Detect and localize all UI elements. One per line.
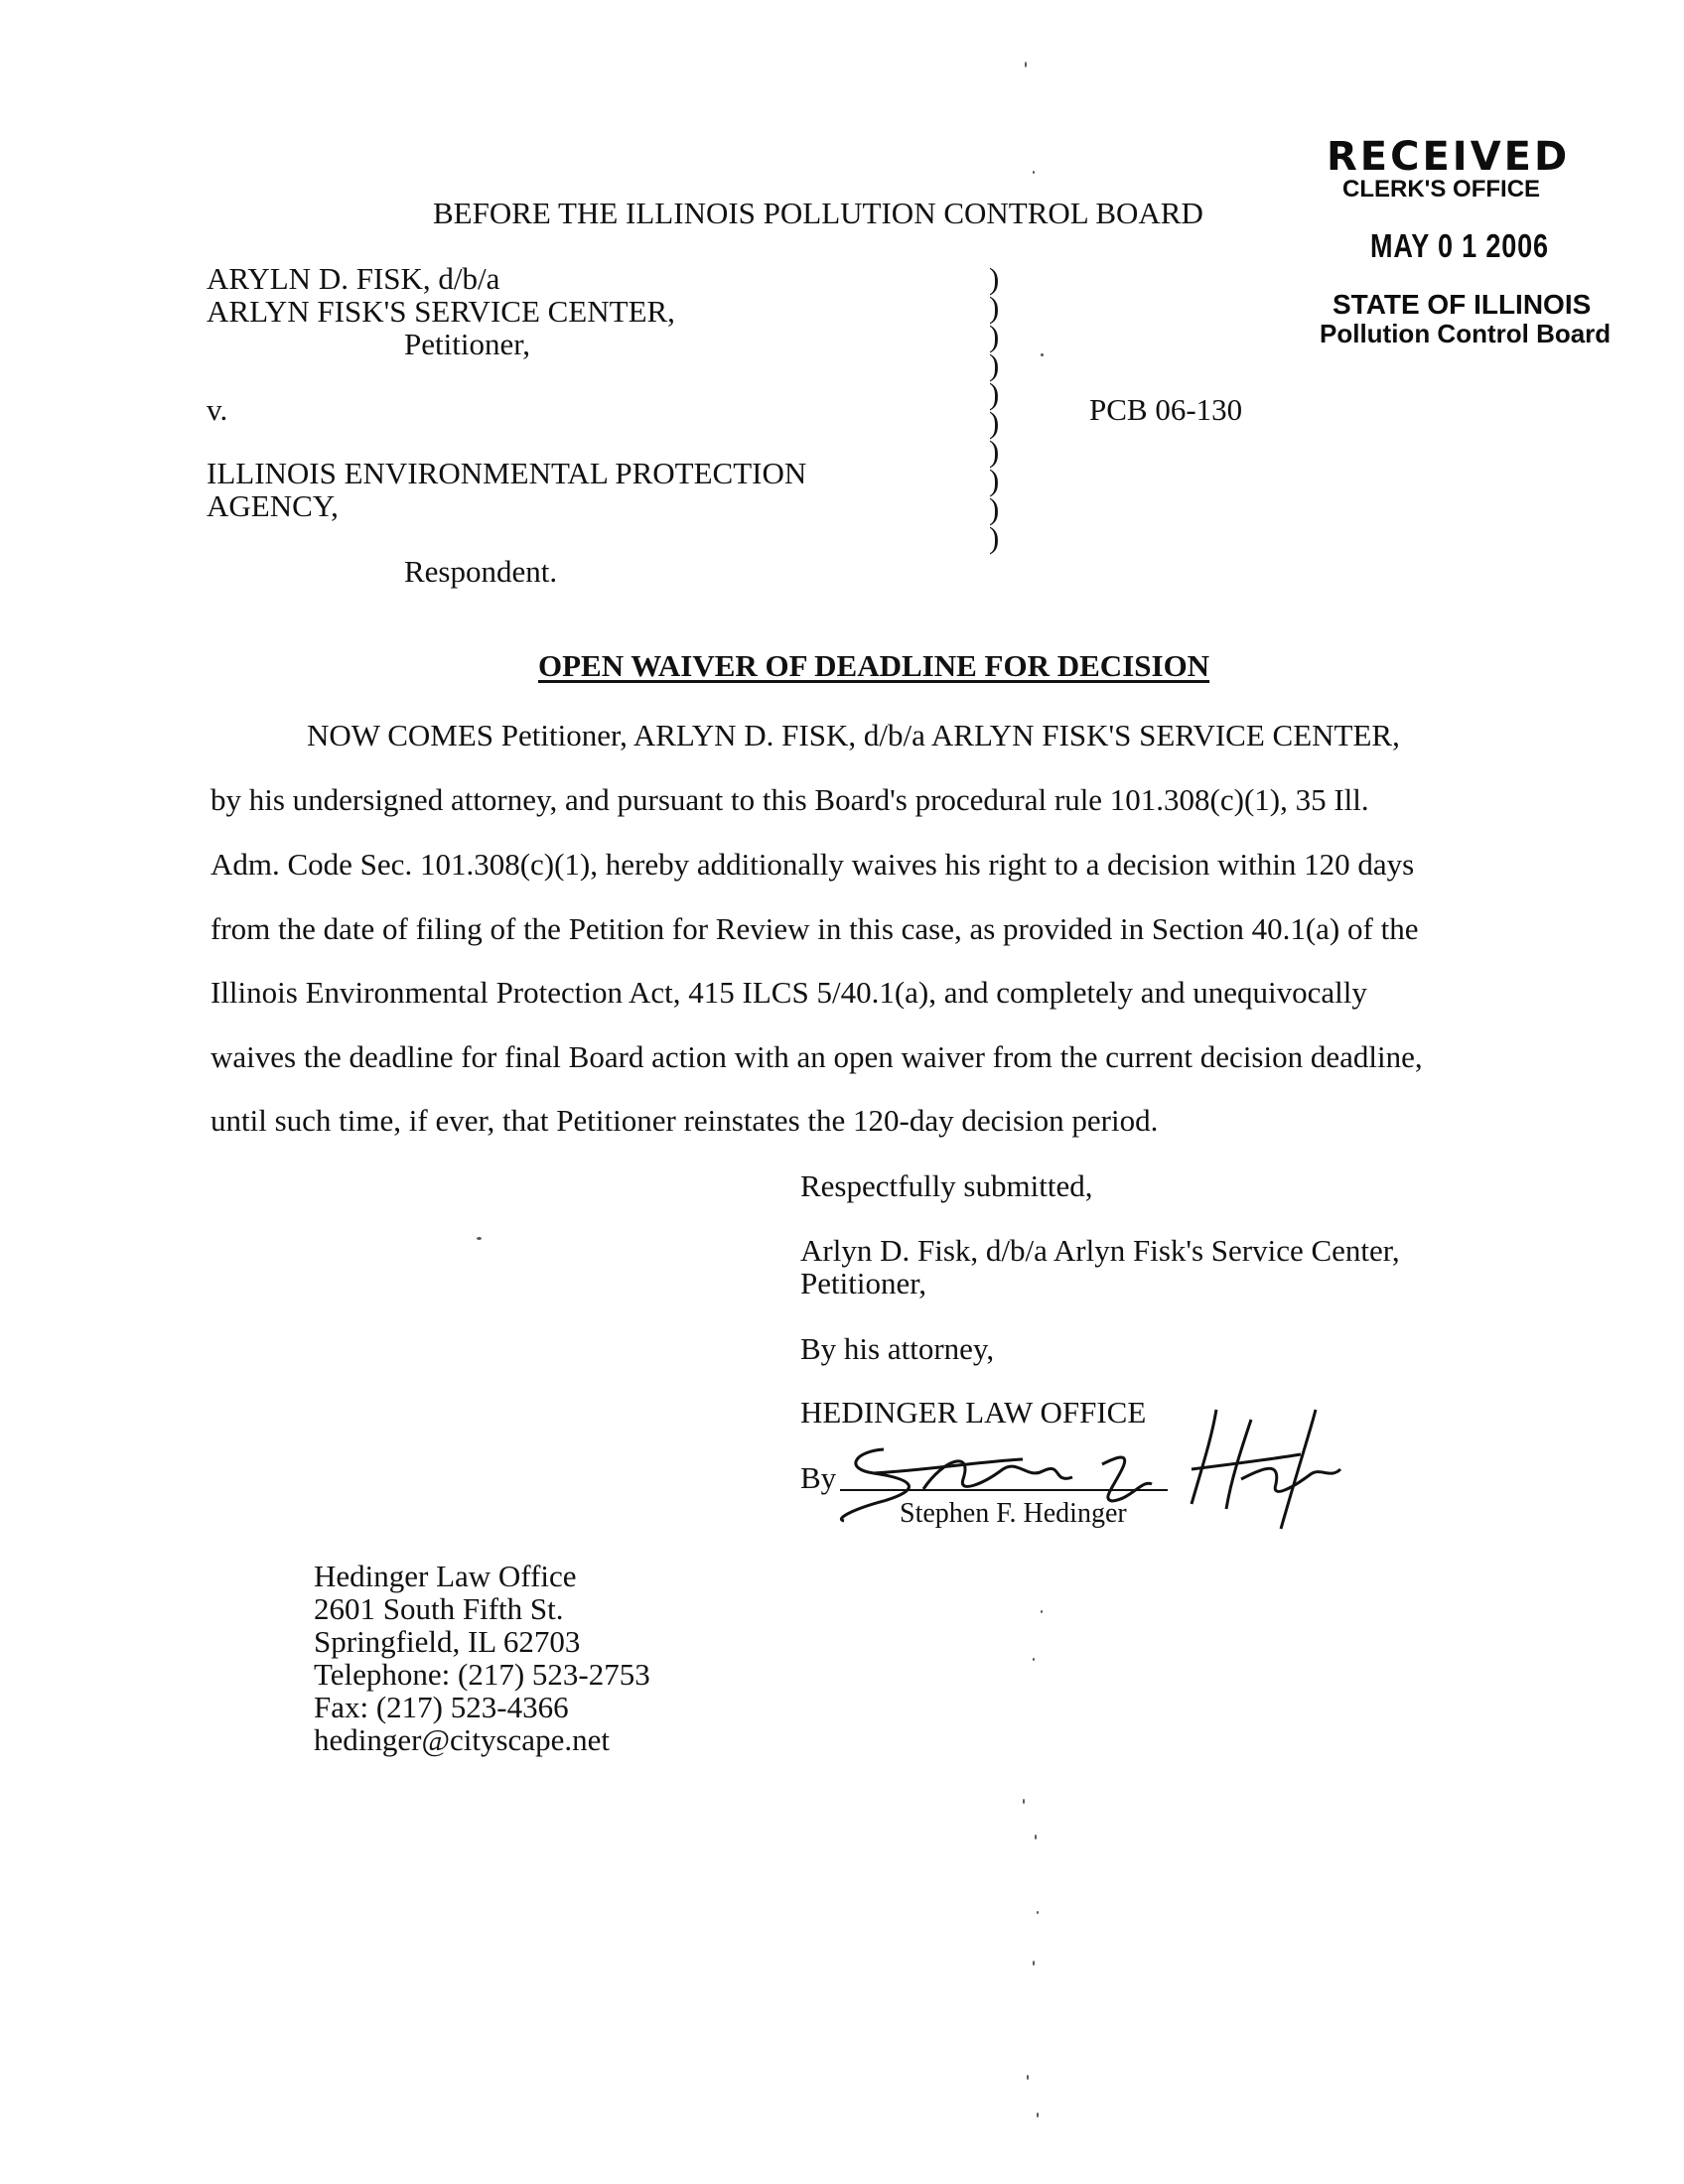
body-line: until such time, if ever, that Petitioner reinstates the 120-day decision period. <box>210 1103 1159 1138</box>
scan-speck <box>1037 1911 1039 1914</box>
respondent-role: Respondent. <box>404 554 558 589</box>
address-email: hedinger@cityscape.net <box>314 1722 610 1757</box>
law-firm: HEDINGER LAW OFFICE <box>800 1395 1147 1430</box>
by-attorney: By his attorney, <box>800 1331 995 1366</box>
received-stamp-date: MAY 0 1 2006 <box>1370 227 1549 264</box>
scan-speck <box>1033 1658 1035 1661</box>
address-telephone: Telephone: (217) 523-2753 <box>314 1657 650 1692</box>
address-fax: Fax: (217) 523-4366 <box>314 1690 569 1724</box>
respondent-name-cont: AGENCY, <box>207 488 339 523</box>
scan-speck <box>1033 171 1035 174</box>
closing: Respectfully submitted, <box>800 1168 1093 1203</box>
court-heading: BEFORE THE ILLINOIS POLLUTION CONTROL BOARD <box>433 196 1203 230</box>
address-city: Springfield, IL 62703 <box>314 1624 581 1659</box>
scan-speck <box>1033 1961 1035 1966</box>
scan-speck <box>1041 353 1044 356</box>
address-street: 2601 South Fifth St. <box>314 1591 564 1626</box>
petitioner-role: Petitioner, <box>404 327 531 361</box>
scan-speck <box>477 1237 482 1240</box>
address-firm: Hedinger Law Office <box>314 1559 577 1593</box>
signatory-role: Petitioner, <box>800 1266 927 1300</box>
received-stamp-office: CLERK'S OFFICE <box>1342 176 1541 203</box>
signer-name: Stephen F. Hedinger <box>900 1498 1127 1529</box>
received-stamp-state: STATE OF ILLINOIS <box>1333 289 1592 320</box>
scan-speck <box>1023 1799 1025 1804</box>
scan-speck <box>1025 62 1027 68</box>
scan-speck <box>1035 1835 1037 1840</box>
scan-speck <box>1041 1610 1043 1613</box>
versus: v. <box>207 392 228 427</box>
body-line: by his undersigned attorney, and pursuant to this Board's procedural rule 101.308(c)(1), 35 Ill. <box>210 782 1369 817</box>
respondent-name: ILLINOIS ENVIRONMENTAL PROTECTION <box>207 456 807 490</box>
body-line: Illinois Environmental Protection Act, 415 ILCS 5/40.1(a), and completely and unequivocally <box>210 975 1367 1010</box>
scan-speck <box>1037 2113 1039 2117</box>
body-line: from the date of filing of the Petition for Review in this case, as provided in Section 40.1(a) of the <box>210 911 1419 946</box>
body-line: Adm. Code Sec. 101.308(c)(1), hereby additionally waives his right to a decision within 120 days <box>210 847 1415 882</box>
case-number: PCB 06-130 <box>1089 392 1243 427</box>
caption-parentheses: ) ) ) ) ) ) ) ) ) ) <box>989 261 1000 555</box>
body-line: NOW COMES Petitioner, ARLYN D. FISK, d/b/a ARLYN FISK'S SERVICE CENTER, <box>307 718 1400 752</box>
scan-speck <box>1027 2075 1029 2080</box>
handwritten-signature <box>814 1390 1350 1539</box>
received-stamp-title: RECEIVED <box>1327 134 1571 180</box>
petitioner-name: ARYLN D. FISK, d/b/a <box>207 261 500 296</box>
received-stamp-board: Pollution Control Board <box>1320 319 1612 348</box>
signatory-party: Arlyn D. Fisk, d/b/a Arlyn Fisk's Service Center, <box>800 1233 1400 1268</box>
body-line: waives the deadline for final Board action with an open waiver from the current decision deadline, <box>210 1039 1423 1074</box>
signature-by: By <box>800 1460 837 1495</box>
document-title: OPEN WAIVER OF DEADLINE FOR DECISION <box>538 648 1210 683</box>
petitioner-business: ARLYN FISK'S SERVICE CENTER, <box>207 294 675 329</box>
